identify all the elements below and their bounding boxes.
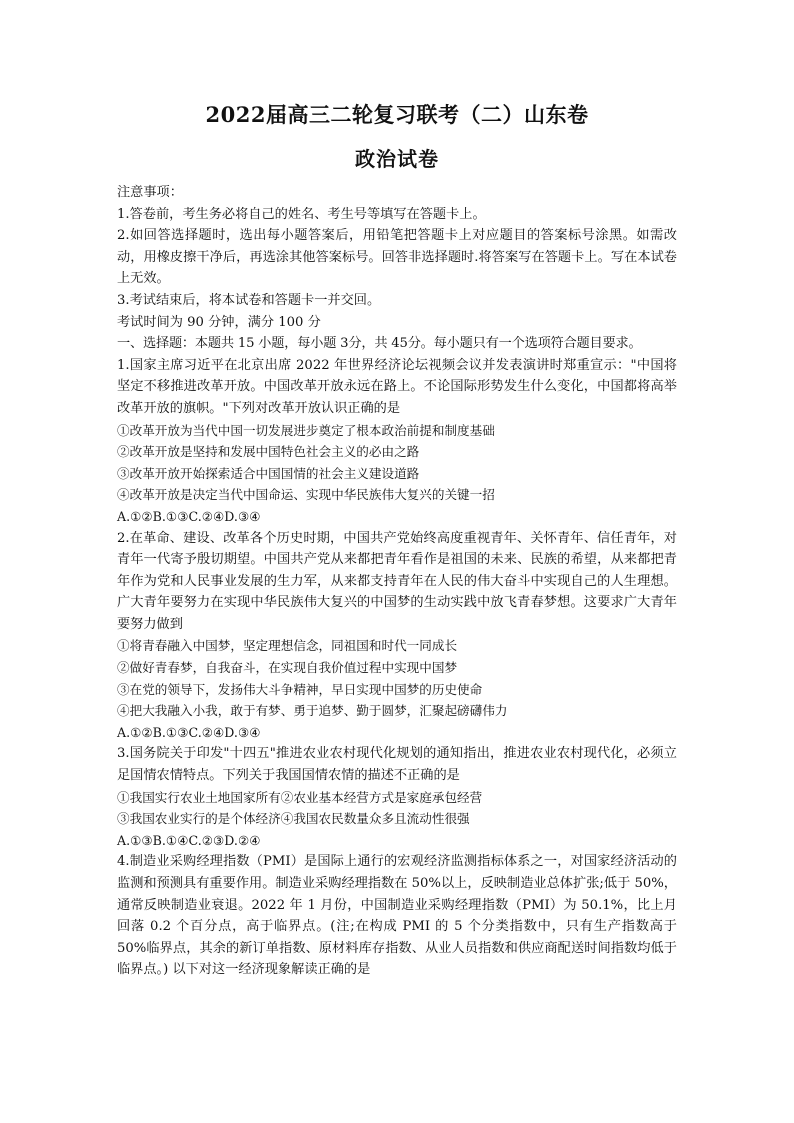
question-option: ③改革开放开始探索适合中国国情的社会主义建设道路	[117, 465, 420, 481]
notice-item: 1.答卷前，考生务必将自己的姓名、考生号等填写在答题卡上。	[117, 206, 486, 222]
question-4	[117, 851, 677, 981]
question-option: ①将青春融入中国梦，坚定理想信念，同祖国和时代一同成长	[117, 638, 458, 654]
answer-choices: A.①②B.①③C.②④D.③④	[117, 508, 261, 524]
notice-heading: 注意事项：	[117, 185, 183, 200]
exam-subject: 政治试卷	[355, 147, 439, 171]
question-2	[117, 528, 677, 744]
exam-time: 考试时间为 90 分钟，满分 100 分	[117, 314, 321, 330]
question-option: ②改革开放是坚持和发展中国特色社会主义的必由之路	[117, 444, 420, 460]
question-stem: 4.制造业采购经理指数（PMI）是国际上通行的宏观经济监测指标体系之一，对国家经济活动的监测和预测具有重要作用。制造业采购经理指数在 50%以上，反映制造业总体扩张;低于 50%，通常反映制造业衰退。2022 年 1 月份，中国制造业采购经理指数（PMI）为 50.1%，比上月回落 0.2 个百分点，高于临界点。(注;在构成 PMI 的 5 个分类指数中，只有生产指数高于 50%临界点，其余的新订单指数、原材料库存指数、从业人员指数和供应商配送时间指数均低于临界点。) 以下对这一经济现象解读正确的是	[117, 854, 677, 978]
answer-choices: A.①②B.①③C.②④D.③④	[117, 724, 261, 740]
question-option: ④把大我融入小我，敢于有梦、勇于追梦、勤于圆梦，汇聚起磅礴伟力	[117, 703, 508, 719]
question-1	[117, 355, 677, 528]
notice-block	[117, 182, 677, 333]
question-option: ④改革开放是决定当代中国命运、实现中华民族伟大复兴的关键一招	[117, 487, 495, 503]
question-option: ①改革开放为当代中国一切发展进步奠定了根本政治前提和制度基础	[117, 422, 495, 438]
notice-item: 2.如回答选择题时，选出每小题答案后，用铅笔把答题卡上对应题目的答案标号涂黑。如需改动，用橡皮擦干净后，再选涂其他答案标号。回答非选择题时.将答案写在答题卡上。写在本试卷上无效。	[117, 228, 677, 287]
notice-item: 3.考试结束后，将本试卷和答题卡一并交回。	[117, 292, 381, 308]
question-option: ①我国实行农业土地国家所有②农业基本经营方式是家庭承包经营	[117, 789, 483, 805]
question-option: ②做好青春梦，自我奋斗，在实现自我价值过程中实现中国梦	[117, 660, 458, 676]
question-stem: 1.国家主席习近平在北京出席 2022 年世界经济论坛视频会议并发表演讲时郑重宣示："中国将坚定不移推进改革开放。中国改革开放永远在路上。不论国际形势发生什么变化，中国都将高举改革开放的旗帜。"下列对改革开放认识正确的是	[117, 357, 677, 416]
exam-page	[117, 100, 677, 981]
question-stem: 2.在革命、建设、改革各个历史时期，中国共产党始终高度重视青年、关怀青年、信任青年，对青年一代寄予殷切期望。中国共产党从来都把青年看作是祖国的未来、民族的希望，从来都把青年作为党和人民事业发展的生力军，从来都支持青年在人民的伟大奋斗中实现自己的人生理想。广大青年要努力在实现中华民族伟大复兴的中国梦的生动实践中放飞青春梦想。这要求广大青年要努力做到	[117, 530, 677, 632]
exam-title: 2022届高三二轮复习联考（二）山东卷	[205, 102, 589, 127]
question-stem: 3.国务院关于印发"十四五"推进农业农村现代化规划的通知指出，推进农业农村现代化，必须立足国情农情特点。下列关于我国国情农情的描述不正确的是	[117, 746, 677, 784]
question-option: ③在党的领导下，发扬伟大斗争精神，早日实现中国梦的历史使命	[117, 681, 483, 697]
section-heading: 一、选择题：本题共 15 小题，每小题 3分，共 45分。每小题只有一个选项符合题目要求。	[117, 336, 642, 352]
question-3	[117, 743, 677, 851]
answer-choices: A.①③B.①④C.②③D.②④	[117, 832, 261, 848]
question-option: ③我国农业实行的是个体经济④我国农民数量众多且流动性很强	[117, 811, 470, 827]
